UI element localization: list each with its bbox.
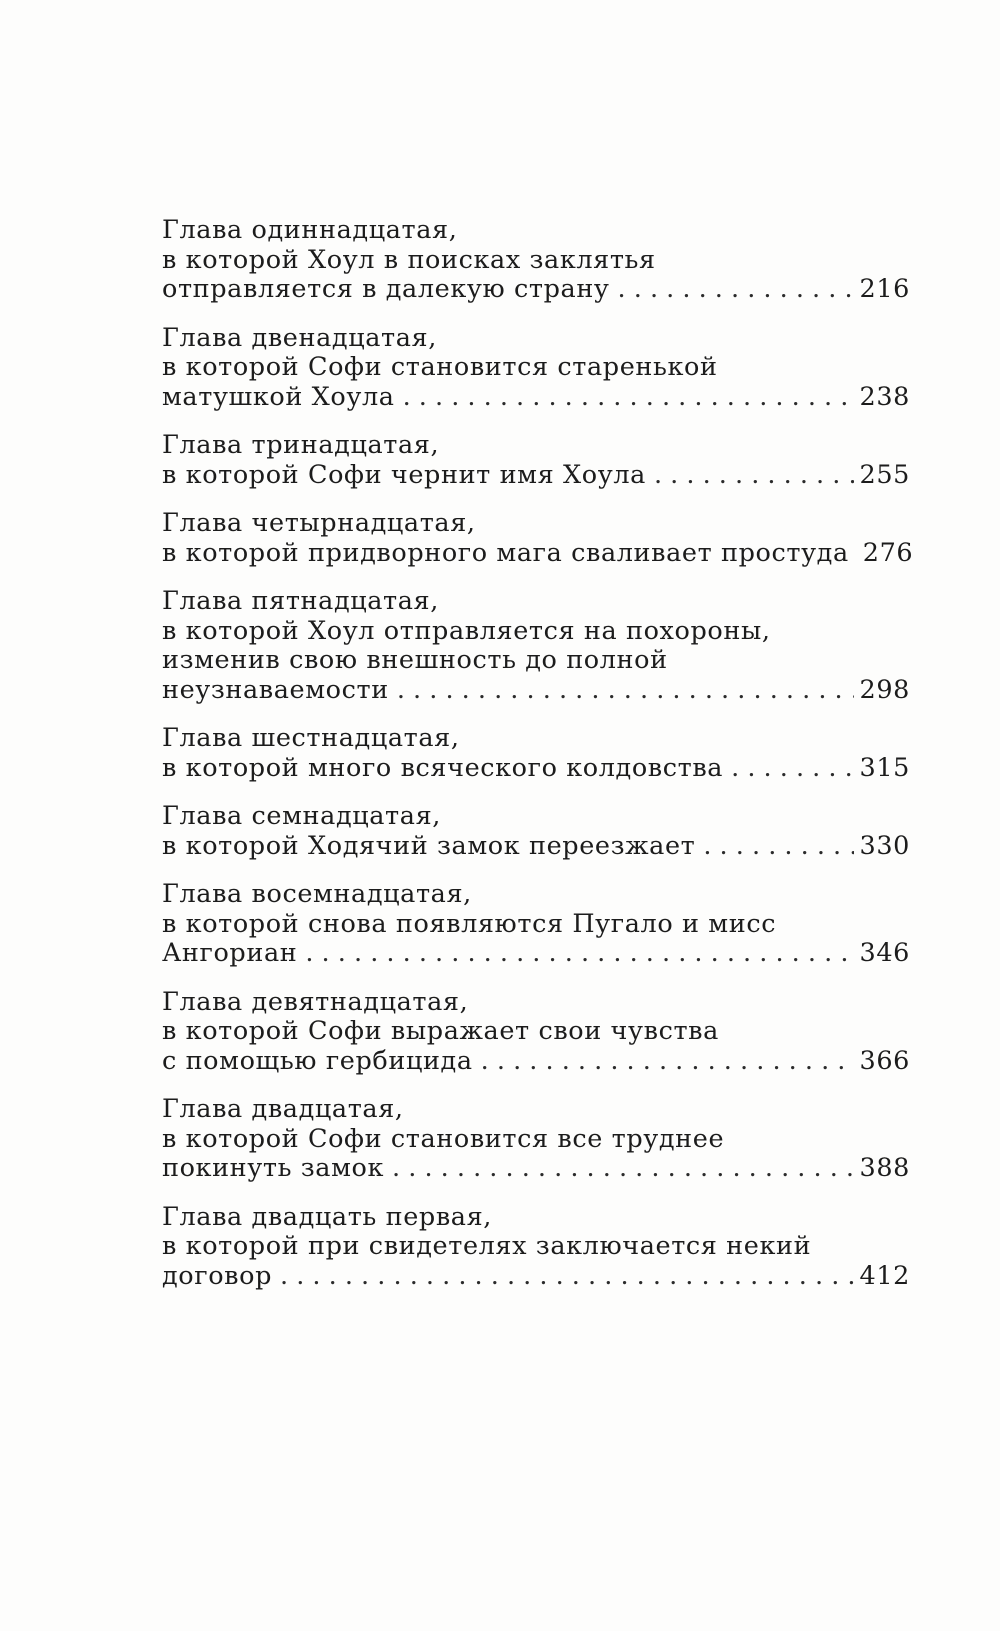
page-number: 412 [859, 1260, 910, 1291]
chapter-final-line [162, 1047, 910, 1077]
chapter-description-line: в которой Софи выражает свои чувства [162, 1016, 719, 1046]
chapter-heading: Глава одиннадцатая, [162, 215, 458, 245]
chapter-description-line: в которой снова появляются Пугало и мисс [162, 908, 777, 939]
chapter-final-line [162, 275, 910, 305]
dot-leader [397, 676, 854, 706]
page-number: 388 [859, 1153, 910, 1183]
chapter-description-line: изменив свою внешность до полной [162, 645, 668, 675]
dot-leader [403, 383, 854, 413]
chapter-description-line: отправляется в далекую страну [162, 274, 610, 304]
toc-entry [162, 216, 910, 305]
chapter-heading: Глава тринадцатая, [162, 430, 440, 460]
chapter-description-line: в которой Хоул отправляется на похороны, [162, 615, 771, 646]
page-number: 315 [859, 752, 910, 783]
page-number: 255 [859, 459, 910, 490]
chapter-heading: Глава двадцать первая, [162, 1201, 492, 1232]
toc-entry [162, 724, 910, 783]
page-number: 330 [859, 830, 910, 861]
chapter-description-line: с помощью гербицида [162, 1045, 473, 1076]
toc-entry [162, 1095, 910, 1184]
chapter-description-line: в которой Хоул в поисках заклятья [162, 244, 656, 275]
chapter-heading: Глава девятнадцатая, [162, 986, 469, 1017]
chapter-heading: Глава двенадцатая, [162, 322, 437, 353]
chapter-description-line: в которой Ходячий замок переезжает [162, 830, 696, 861]
toc-entry [162, 431, 910, 490]
page-number: 216 [859, 274, 910, 304]
toc-entry [162, 988, 910, 1077]
chapter-final-line [162, 461, 910, 491]
chapter-final-line [162, 1262, 910, 1292]
chapter-final-line [162, 537, 914, 569]
toc-entry [162, 508, 914, 568]
chapter-final-line [162, 832, 910, 862]
dot-leader [392, 1154, 854, 1184]
chapter-heading: Глава четырнадцатая, [162, 508, 476, 538]
dot-leader [731, 754, 853, 784]
chapter-heading: Глава семнадцатая, [162, 801, 441, 831]
page-number: 298 [859, 674, 910, 705]
chapter-description-line: в которой придворного мага сваливает простуда [162, 537, 849, 568]
page-number: 346 [859, 938, 910, 968]
toc-entry [162, 324, 910, 413]
chapter-description-line: матушкой Хоула [162, 381, 395, 412]
chapter-description-line: покинуть замок [162, 1153, 385, 1183]
chapter-heading: Глава шестнадцатая, [162, 723, 460, 753]
chapter-final-line [162, 383, 910, 413]
toc-entry [162, 802, 910, 861]
dot-leader [618, 275, 854, 305]
chapter-description-line: договор [162, 1260, 272, 1291]
toc-entry [162, 587, 910, 705]
chapter-heading: Глава пятнадцатая, [162, 586, 439, 616]
dot-leader [703, 832, 853, 862]
dot-leader [305, 939, 853, 969]
chapter-description-line: в которой Софи становится старенькой [162, 352, 718, 382]
chapter-description-line: в которой Софи становится все труднее [162, 1123, 725, 1154]
chapter-description-line: в которой Софи чернит имя Хоула [162, 459, 646, 490]
chapter-description-line: в которой много всяческого колдовства [162, 752, 724, 783]
chapter-final-line [162, 676, 910, 706]
toc-entry [162, 880, 910, 969]
chapter-final-line [162, 1154, 910, 1184]
chapter-description-line: Ангориан [162, 938, 298, 968]
chapter-description-line: неузнаваемости [162, 674, 389, 705]
page-number: 238 [859, 381, 910, 412]
table-of-contents [162, 215, 914, 1310]
dot-leader [481, 1047, 854, 1077]
chapter-heading: Глава восемнадцатая, [162, 879, 472, 909]
page-number: 276 [862, 537, 914, 568]
toc-entry [162, 1203, 910, 1292]
chapter-final-line [162, 754, 910, 784]
chapter-final-line [162, 939, 910, 969]
dot-leader [654, 461, 854, 491]
dot-leader [280, 1262, 854, 1292]
chapter-description-line: в которой при свидетелях заключается некий [162, 1231, 812, 1261]
chapter-heading: Глава двадцатая, [162, 1094, 404, 1124]
page-number: 366 [859, 1045, 910, 1076]
